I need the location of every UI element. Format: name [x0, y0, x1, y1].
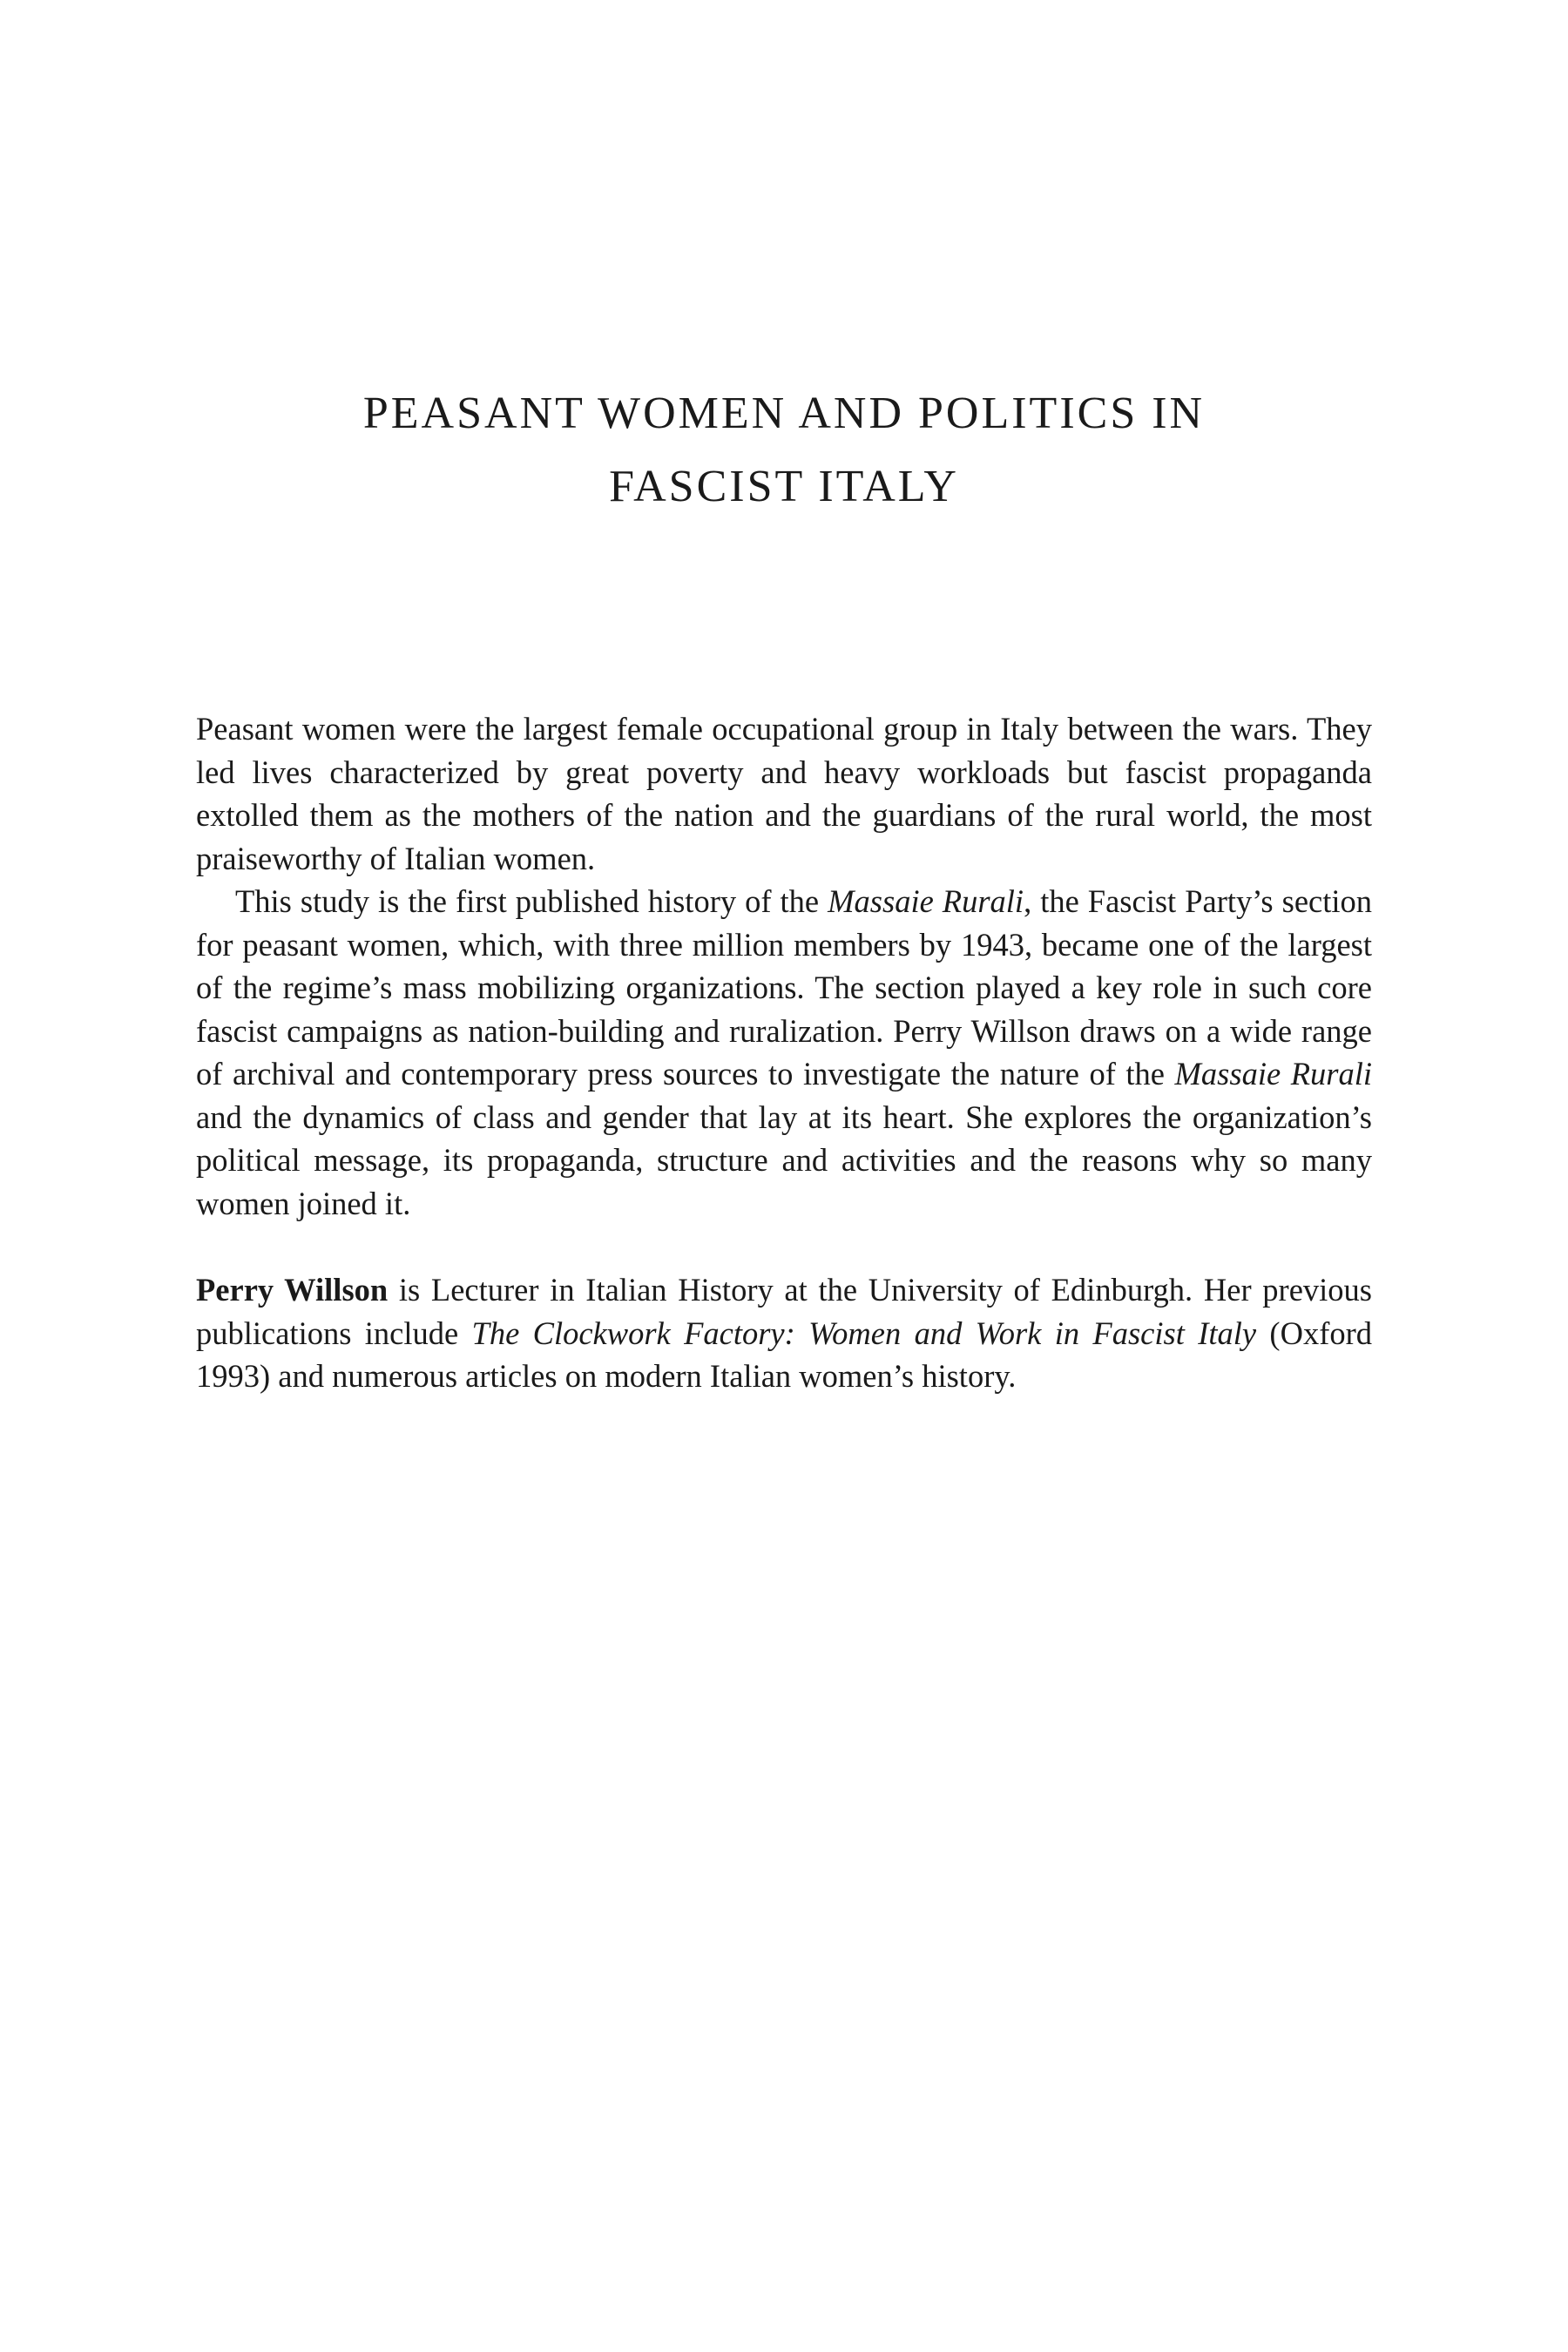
- italic-massaie-rurali-2: Massaie Rurali: [1174, 1056, 1373, 1092]
- book-title: [197, 377, 1371, 524]
- italic-massaie-rurali-1: Massaie Rurali: [828, 883, 1024, 919]
- bio-text-2: (Oxford 1993) and numerous articles on modern Italian women’s history.: [196, 1315, 1373, 1394]
- description-paragraph-1: Peasant women were the largest female occupational group in Italy between the wars. They led lives characterized by great poverty and heavy workloads but fascist propaganda extolled them as the mothers of the nation and the guardians of the rural world, the most praiseworthy of Italian women.: [196, 711, 1372, 876]
- previous-book-title: The Clockwork Factory: Women and Work in Fascist Italy: [471, 1315, 1257, 1351]
- bio-text-1: is Lecturer in Italian History at the University of Edinburgh. Her previous publications include: [196, 1272, 1372, 1351]
- author-bio: [196, 1268, 1372, 1398]
- paragraph-2-text-3: and the dynamics of class and gender that lay at its heart. She explores the organization’s political message, its propaganda, structure and activities and the reasons why so many women joined it.: [196, 1098, 1372, 1221]
- paragraph-2-text-2: , the Fascist Party’s section for peasant women, which, with three million members by 1943, became one of the largest of the regime’s mass mobilizing organizations. The section played a key role in such core fascist campaigns as nation-building and ruralization. Perry Willson draws on a wide range of archival and contemporary press sources to investigate the nature of the: [196, 883, 1372, 1092]
- description-paragraph-2: [196, 880, 1372, 1225]
- description-block: [196, 707, 1372, 1398]
- title-line-1: PEASANT WOMEN AND POLITICS IN: [362, 388, 1206, 438]
- paragraph-2-text-1: This study is the first published history of the: [235, 883, 828, 919]
- author-name: Perry Willson: [196, 1272, 389, 1308]
- title-line-2: FASCIST ITALY: [609, 461, 959, 511]
